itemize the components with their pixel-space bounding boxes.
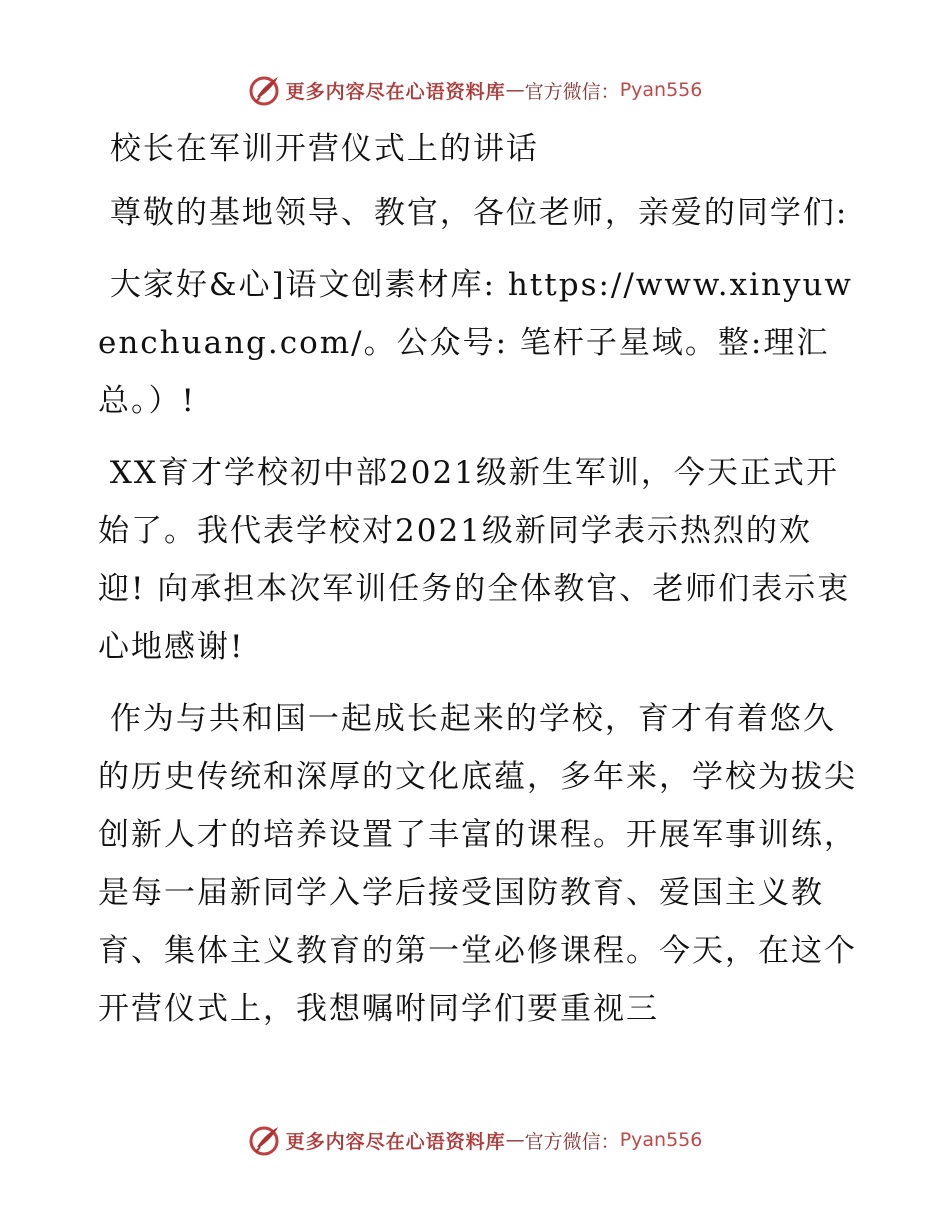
watermark-brand: 更多内容尽在心语资料库 (285, 1130, 506, 1153)
greeting-paragraph: 尊敬的基地领导、教官，各位老师，亲爱的同学们: (98, 195, 849, 231)
body-paragraph: 作为与共和国一起成长起来的学校，育才有着悠久的历史传统和深厚的文化底蕴，多年来，学校为拔尖创新人才的培养设置了丰富的课程。开展军事训练，是每一届新同学入学后接受国防教育、爱国主义教育、集体主义教育的第一堂必修课程。今天，在这个开营仪式上，我想嘱咐同学们要重视三 (98, 701, 857, 1027)
hello-paragraph: 大家好&心]语文创素材库: https://www.xinyuwenchuang.com/。公众号: 笔杆子星域。整:理汇总。）! (98, 267, 853, 419)
watermark-brand: 更多内容尽在心语资料库 (285, 80, 506, 103)
header-watermark (0, 70, 950, 110)
feather-pen-logo-icon (248, 1123, 282, 1157)
watermark-wechat-id: Pyan556 (619, 79, 703, 101)
document-body (98, 120, 858, 1038)
document-title: 校长在军训开营仪式上的讲话 (98, 131, 539, 167)
watermark-separator: — (505, 79, 525, 101)
watermark-wechat-id: Pyan556 (619, 1129, 703, 1151)
watermark-wechat-label: 官方微信： (524, 80, 620, 103)
watermark-separator: — (505, 1129, 525, 1151)
feather-pen-logo-icon (248, 73, 282, 107)
footer-watermark (0, 1120, 950, 1160)
welcome-paragraph: XX育才学校初中部2021级新生军训，今天正式开始了。我代表学校对2021级新同学表示热烈的欢迎! 向承担本次军训任务的全体教官、老师们表示衷心地感谢! (98, 455, 851, 665)
watermark-wechat-label: 官方微信： (524, 1130, 620, 1153)
